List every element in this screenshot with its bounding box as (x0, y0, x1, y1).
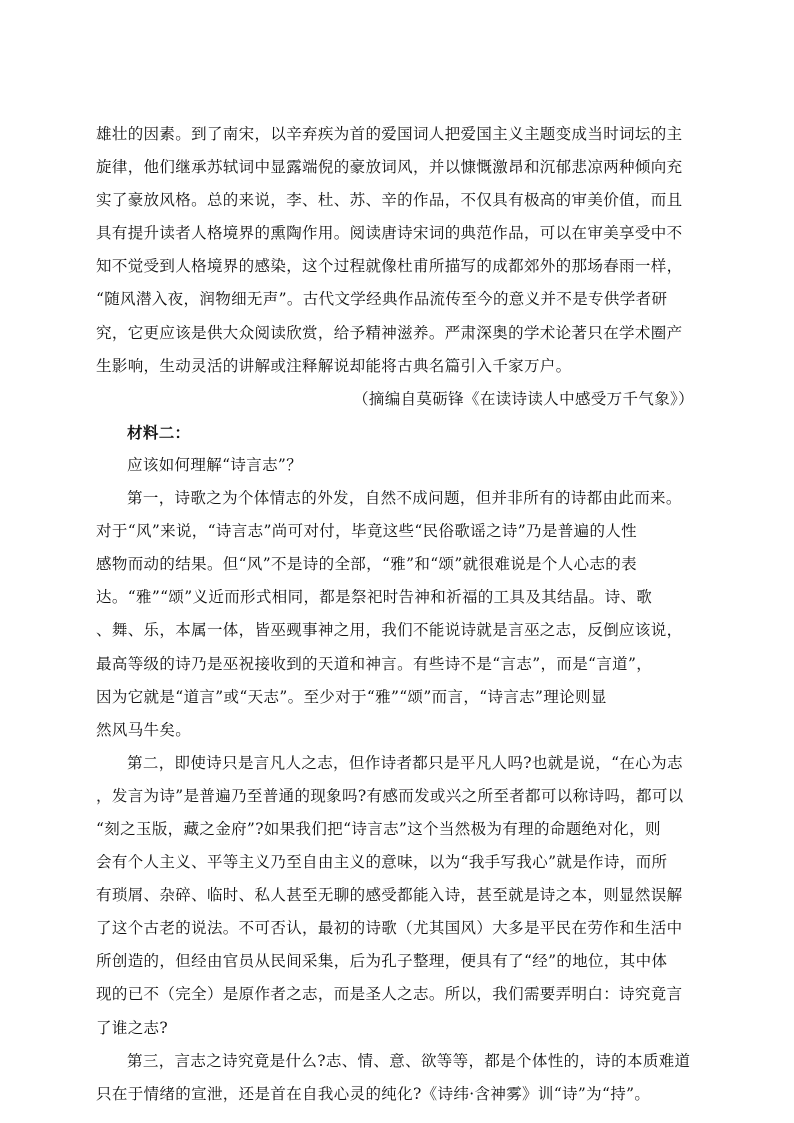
text-line: “随风潜入夜，润物细无声”。古代文学经典作品流传至今的意义并不是专供学者研 (96, 290, 668, 309)
text-line: 实了豪放风格。总的来说，李、杜、苏、辛的作品，不仅具有极高的审美价值，而且 (96, 191, 683, 210)
text-line: 生影响，生动灵活的讲解或注释解说却能将古典名篇引入千家万户。 (96, 356, 572, 375)
text-line: 现的已不（完全）是原作者之志，而是圣人之志。所以，我们需要弄明白：诗究竟言 (96, 985, 683, 1004)
text-line: 了这个古老的说法。不可否认，最初的诗歌（尤其国风）大多是平民在劳作和生活中 (96, 919, 683, 938)
text-line: 究，它更应该是供大众阅读欣赏，给予精神滋养。严肃深奥的学术论著只在学术圈产 (96, 323, 683, 342)
text-line: 知不觉受到人格境界的感染，这个过程就像杜甫所描写的成都郊外的那场春雨一样， (96, 257, 683, 276)
text-line: 达。“雅”“颂”义近而形式相同，都是祭祀时告神和祈福的工具及其结晶。诗、歌 (96, 588, 653, 607)
text-line: 然风马牛矣。 (96, 720, 192, 739)
text-line: ，发言为诗”是普遍乃至普通的现象吗?有感而发或兴之所至者都可以称诗吗，都可以 (96, 786, 684, 805)
text-line: 对于“风”来说，“诗言志”尚可对付，毕竟这些“民俗歌谣之诗”乃是普遍的人性 (96, 522, 637, 541)
question-line: 应该如何理解“诗言志”？ (127, 455, 303, 474)
text-line: 所创造的，但经由官员从民间采集，后为孔子整理，便具有了“经”的地位，其中体 (96, 952, 668, 971)
text-line: 只在于情绪的宣泄，还是首在自我心灵的纯化?《诗纬·含神雾》训“诗”为“持”。 (96, 1084, 651, 1103)
page-content (96, 118, 696, 1111)
material-heading: 材料二： (127, 422, 191, 442)
paragraph-3 (96, 1045, 696, 1111)
text-line: 第三，言志之诗究竟是什么?志、情、意、欲等等，都是个体性的，诗的本质难道 (127, 1051, 691, 1070)
text-line: 雄壮的因素。到了南宋，以辛弃疾为首的爱国词人把爱国主义主题变成当时词坛的主 (96, 125, 683, 143)
text-line: 旋律，他们继承苏轼词中显露端倪的豪放词风，并以慷慨激昂和沉郁悲凉两种倾向充 (96, 158, 683, 177)
text-line: 因为它就是“道言”或“天志”。至少对于“雅”“颂”而言，“诗言志”理论则显 (96, 687, 607, 706)
text-line: 具有提升读者人格境界的熏陶作用。阅读唐诗宋词的典范作品，可以在审美享受中不 (96, 224, 683, 243)
text-line: 第二，即使诗只是言凡人之志，但作诗者都只是平凡人吗?也就是说，“在心为志 (127, 753, 683, 772)
paragraph-2 (96, 747, 696, 1045)
paragraph-1 (96, 482, 696, 747)
text-line: 最高等级的诗乃是巫祝接收到的天道和神言。有些诗不是“言志”，而是“言道”， (96, 654, 653, 673)
material1-tail-paragraph (96, 118, 696, 383)
text-line: 会有个人主义、平等主义乃至自由主义的意味，以为“我手写我心”就是作诗，而所 (96, 853, 668, 872)
text-line: 有琐屑、杂碎、临时、私人甚至无聊的感受都能入诗，甚至就是诗之本，则显然误解 (96, 886, 683, 905)
text-line: 感物而动的结果。但“风”不是诗的全部，“雅”和“颂”就很难说是个人心志的表 (96, 555, 637, 574)
text-line: 了谁之志? (96, 1018, 169, 1037)
text-line: 第一，诗歌之为个体情志的外发，自然不成问题，但并非所有的诗都由此而来。 (127, 489, 682, 508)
text-line: 、舞、乐，本属一体，皆巫觋事神之用，我们不能说诗就是言巫之志，反倒应该说， (96, 621, 683, 640)
text-line: “刻之玉版，藏之金府”?如果我们把“诗言志”这个当然极为有理的命题绝对化，则 (96, 819, 661, 838)
source-citation: （摘编自莫砺锋《在读诗读人中感受万千气象》） (353, 389, 694, 408)
